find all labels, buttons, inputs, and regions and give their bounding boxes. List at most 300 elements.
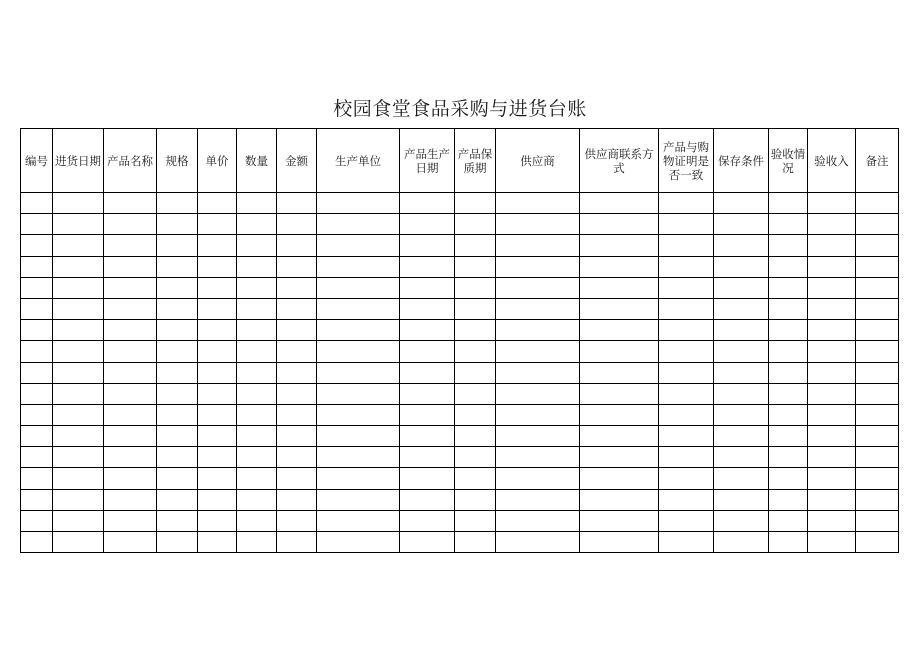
- table-cell: [157, 489, 198, 510]
- column-header-purchase-date: 进货日期: [53, 129, 104, 193]
- table-cell: [400, 320, 455, 341]
- table-cell: [580, 404, 659, 425]
- table-cell: [659, 468, 714, 489]
- table-cell: [277, 447, 317, 468]
- column-header-amount: 金额: [277, 129, 317, 193]
- table-cell: [104, 235, 157, 256]
- table-cell: [277, 362, 317, 383]
- table-cell: [104, 489, 157, 510]
- table-cell: [400, 256, 455, 277]
- table-cell: [317, 214, 400, 235]
- table-row: [21, 532, 899, 553]
- table-cell: [580, 510, 659, 531]
- table-cell: [237, 193, 277, 214]
- table-cell: [277, 235, 317, 256]
- column-header-quantity: 数量: [237, 129, 277, 193]
- table-cell: [769, 235, 808, 256]
- table-cell: [157, 362, 198, 383]
- table-cell: [317, 383, 400, 404]
- table-cell: [157, 468, 198, 489]
- table-cell: [400, 277, 455, 298]
- table-cell: [157, 256, 198, 277]
- table-cell: [237, 298, 277, 319]
- table-cell: [769, 277, 808, 298]
- table-cell: [277, 489, 317, 510]
- table-cell: [496, 383, 580, 404]
- table-cell: [856, 404, 899, 425]
- table-row: [21, 256, 899, 277]
- table-cell: [580, 214, 659, 235]
- column-header-shelf-life: 产品保质期: [455, 129, 496, 193]
- table-cell: [808, 468, 856, 489]
- table-cell: [277, 277, 317, 298]
- table-cell: [198, 277, 237, 298]
- table-cell: [104, 468, 157, 489]
- table-cell: [317, 532, 400, 553]
- table-cell: [237, 362, 277, 383]
- table-cell: [157, 510, 198, 531]
- table-cell: [53, 193, 104, 214]
- table-cell: [455, 341, 496, 362]
- table-cell: [580, 320, 659, 341]
- table-cell: [157, 383, 198, 404]
- table-cell: [237, 510, 277, 531]
- table-cell: [237, 532, 277, 553]
- table-cell: [400, 404, 455, 425]
- table-cell: [317, 277, 400, 298]
- table-cell: [659, 277, 714, 298]
- table-row: [21, 320, 899, 341]
- table-cell: [808, 235, 856, 256]
- table-cell: [53, 468, 104, 489]
- table-cell: [157, 298, 198, 319]
- table-cell: [808, 277, 856, 298]
- table-cell: [769, 320, 808, 341]
- table-cell: [856, 320, 899, 341]
- table-cell: [53, 298, 104, 319]
- table-cell: [455, 193, 496, 214]
- table-cell: [714, 510, 769, 531]
- table-cell: [714, 404, 769, 425]
- table-cell: [856, 532, 899, 553]
- table-cell: [198, 383, 237, 404]
- table-cell: [455, 256, 496, 277]
- table-cell: [104, 256, 157, 277]
- table-cell: [808, 214, 856, 235]
- table-cell: [714, 320, 769, 341]
- table-cell: [808, 532, 856, 553]
- table-cell: [659, 341, 714, 362]
- table-cell: [104, 298, 157, 319]
- table-cell: [198, 426, 237, 447]
- table-cell: [277, 426, 317, 447]
- table-cell: [769, 532, 808, 553]
- page-title: 校园食堂食品采购与进货台账: [333, 98, 587, 120]
- table-row: [21, 510, 899, 531]
- column-header-product-name: 产品名称: [104, 129, 157, 193]
- table-row: [21, 193, 899, 214]
- table-cell: [237, 320, 277, 341]
- table-cell: [580, 277, 659, 298]
- table-cell: [455, 447, 496, 468]
- table-cell: [580, 193, 659, 214]
- table-cell: [277, 214, 317, 235]
- table-cell: [21, 532, 53, 553]
- table-cell: [237, 383, 277, 404]
- table-cell: [198, 532, 237, 553]
- table-cell: [659, 489, 714, 510]
- table-cell: [104, 320, 157, 341]
- table-cell: [277, 320, 317, 341]
- column-header-inspection-status: 验收情况: [769, 129, 808, 193]
- table-cell: [496, 362, 580, 383]
- table-cell: [856, 256, 899, 277]
- table-cell: [714, 383, 769, 404]
- table-cell: [659, 532, 714, 553]
- table-cell: [769, 426, 808, 447]
- table-cell: [157, 193, 198, 214]
- table-cell: [400, 510, 455, 531]
- table-cell: [714, 298, 769, 319]
- table-cell: [659, 193, 714, 214]
- table-row: [21, 362, 899, 383]
- table-cell: [237, 426, 277, 447]
- table-cell: [856, 510, 899, 531]
- table-cell: [277, 341, 317, 362]
- table-cell: [769, 341, 808, 362]
- table-cell: [277, 532, 317, 553]
- table-cell: [769, 383, 808, 404]
- table-cell: [808, 298, 856, 319]
- table-cell: [237, 256, 277, 277]
- table-cell: [21, 510, 53, 531]
- table-cell: [769, 510, 808, 531]
- table-cell: [856, 193, 899, 214]
- table-cell: [317, 320, 400, 341]
- table-cell: [237, 468, 277, 489]
- table-cell: [455, 532, 496, 553]
- table-cell: [198, 256, 237, 277]
- table-cell: [237, 447, 277, 468]
- column-header-production-date: 产品生产日期: [400, 129, 455, 193]
- table-cell: [400, 362, 455, 383]
- table-cell: [198, 510, 237, 531]
- table-cell: [157, 341, 198, 362]
- table-cell: [104, 193, 157, 214]
- table-row: [21, 426, 899, 447]
- table-cell: [714, 426, 769, 447]
- table-cell: [237, 404, 277, 425]
- table-cell: [856, 383, 899, 404]
- table-cell: [53, 404, 104, 425]
- table-cell: [714, 489, 769, 510]
- table-cell: [237, 214, 277, 235]
- table-cell: [496, 489, 580, 510]
- table-cell: [659, 426, 714, 447]
- table-cell: [198, 468, 237, 489]
- table-cell: [277, 510, 317, 531]
- table-cell: [53, 235, 104, 256]
- table-row: [21, 341, 899, 362]
- table-row: [21, 447, 899, 468]
- table-cell: [455, 362, 496, 383]
- table-cell: [769, 447, 808, 468]
- table-cell: [496, 214, 580, 235]
- table-cell: [317, 341, 400, 362]
- table-row: [21, 383, 899, 404]
- table-cell: [104, 214, 157, 235]
- table-cell: [856, 489, 899, 510]
- table-cell: [21, 320, 53, 341]
- table-cell: [317, 235, 400, 256]
- header-row: [21, 129, 899, 193]
- table-cell: [808, 447, 856, 468]
- table-cell: [856, 277, 899, 298]
- table-row: [21, 214, 899, 235]
- table-cell: [808, 362, 856, 383]
- table-cell: [808, 510, 856, 531]
- table-cell: [237, 235, 277, 256]
- table-cell: [317, 468, 400, 489]
- table-cell: [769, 214, 808, 235]
- table-cell: [659, 256, 714, 277]
- table-row: [21, 277, 899, 298]
- table-cell: [21, 193, 53, 214]
- table-cell: [53, 532, 104, 553]
- table-cell: [53, 362, 104, 383]
- table-cell: [580, 532, 659, 553]
- table-cell: [496, 277, 580, 298]
- table-cell: [104, 510, 157, 531]
- table-cell: [317, 298, 400, 319]
- table-cell: [21, 468, 53, 489]
- table-cell: [496, 298, 580, 319]
- table-cell: [21, 214, 53, 235]
- table-cell: [198, 404, 237, 425]
- table-cell: [714, 341, 769, 362]
- table-cell: [808, 256, 856, 277]
- column-header-supplier: 供应商: [496, 129, 580, 193]
- table-cell: [277, 298, 317, 319]
- table-cell: [53, 510, 104, 531]
- table-cell: [104, 341, 157, 362]
- table-cell: [580, 468, 659, 489]
- table-row: [21, 298, 899, 319]
- table-cell: [496, 320, 580, 341]
- table-cell: [856, 298, 899, 319]
- table-cell: [317, 510, 400, 531]
- table-cell: [21, 341, 53, 362]
- table-cell: [400, 532, 455, 553]
- ledger-body: [21, 193, 899, 553]
- table-cell: [317, 404, 400, 425]
- table-cell: [496, 404, 580, 425]
- table-cell: [455, 383, 496, 404]
- table-cell: [659, 404, 714, 425]
- table-cell: [198, 298, 237, 319]
- table-cell: [856, 341, 899, 362]
- table-cell: [580, 489, 659, 510]
- table-cell: [769, 298, 808, 319]
- table-cell: [714, 447, 769, 468]
- column-header-proof-match: 产品与购物证明是否一致: [659, 129, 714, 193]
- table-cell: [856, 426, 899, 447]
- table-cell: [21, 404, 53, 425]
- table-cell: [659, 214, 714, 235]
- table-cell: [455, 320, 496, 341]
- table-cell: [769, 404, 808, 425]
- table-cell: [496, 193, 580, 214]
- table-cell: [400, 214, 455, 235]
- table-cell: [455, 426, 496, 447]
- table-cell: [198, 214, 237, 235]
- table-cell: [157, 235, 198, 256]
- table-cell: [104, 383, 157, 404]
- table-cell: [21, 447, 53, 468]
- table-cell: [455, 277, 496, 298]
- table-cell: [198, 320, 237, 341]
- table-cell: [21, 277, 53, 298]
- table-cell: [400, 235, 455, 256]
- table-cell: [400, 447, 455, 468]
- table-cell: [400, 341, 455, 362]
- table-cell: [317, 447, 400, 468]
- table-cell: [496, 447, 580, 468]
- table-cell: [277, 193, 317, 214]
- table-cell: [496, 510, 580, 531]
- table-cell: [714, 193, 769, 214]
- table-cell: [714, 214, 769, 235]
- table-cell: [53, 256, 104, 277]
- table-cell: [21, 256, 53, 277]
- table-cell: [400, 468, 455, 489]
- table-cell: [237, 277, 277, 298]
- table-cell: [104, 404, 157, 425]
- table-cell: [317, 362, 400, 383]
- table-cell: [659, 383, 714, 404]
- table-cell: [856, 468, 899, 489]
- table-cell: [157, 320, 198, 341]
- table-cell: [400, 426, 455, 447]
- table-cell: [714, 468, 769, 489]
- table-cell: [53, 277, 104, 298]
- column-header-unit-price: 单价: [198, 129, 237, 193]
- table-cell: [808, 320, 856, 341]
- table-cell: [21, 362, 53, 383]
- table-cell: [21, 383, 53, 404]
- table-cell: [317, 193, 400, 214]
- column-header-id: 编号: [21, 129, 53, 193]
- table-cell: [580, 256, 659, 277]
- table-cell: [580, 447, 659, 468]
- table-cell: [53, 426, 104, 447]
- table-cell: [317, 489, 400, 510]
- table-cell: [580, 426, 659, 447]
- column-header-remarks: 备注: [856, 129, 899, 193]
- table-cell: [104, 532, 157, 553]
- table-cell: [400, 298, 455, 319]
- table-cell: [496, 235, 580, 256]
- table-cell: [808, 383, 856, 404]
- column-header-storage-conditions: 保存条件: [714, 129, 769, 193]
- table-cell: [198, 193, 237, 214]
- table-cell: [400, 193, 455, 214]
- table-cell: [53, 489, 104, 510]
- table-cell: [455, 489, 496, 510]
- column-header-inspector: 验收入: [808, 129, 856, 193]
- table-cell: [580, 383, 659, 404]
- table-cell: [580, 362, 659, 383]
- table-cell: [659, 235, 714, 256]
- table-cell: [580, 235, 659, 256]
- table-cell: [53, 447, 104, 468]
- table-cell: [277, 468, 317, 489]
- table-cell: [21, 426, 53, 447]
- table-cell: [198, 362, 237, 383]
- ledger-table: [20, 128, 899, 553]
- table-cell: [277, 404, 317, 425]
- table-cell: [21, 298, 53, 319]
- table-cell: [104, 362, 157, 383]
- table-cell: [277, 383, 317, 404]
- table-cell: [21, 489, 53, 510]
- table-cell: [496, 426, 580, 447]
- table-cell: [198, 447, 237, 468]
- table-cell: [400, 383, 455, 404]
- table-cell: [714, 532, 769, 553]
- table-cell: [237, 489, 277, 510]
- table-cell: [496, 341, 580, 362]
- table-cell: [104, 277, 157, 298]
- table-cell: [808, 193, 856, 214]
- table-cell: [157, 447, 198, 468]
- table-cell: [157, 214, 198, 235]
- table-cell: [104, 447, 157, 468]
- table-cell: [659, 320, 714, 341]
- table-cell: [53, 214, 104, 235]
- table-cell: [769, 489, 808, 510]
- table-cell: [157, 532, 198, 553]
- table-cell: [317, 256, 400, 277]
- table-cell: [659, 298, 714, 319]
- table-cell: [53, 341, 104, 362]
- table-row: [21, 235, 899, 256]
- table-cell: [157, 277, 198, 298]
- table-cell: [769, 362, 808, 383]
- table-cell: [856, 362, 899, 383]
- table-cell: [277, 256, 317, 277]
- table-cell: [714, 235, 769, 256]
- table-cell: [496, 532, 580, 553]
- column-header-specification: 规格: [157, 129, 198, 193]
- table-cell: [769, 468, 808, 489]
- table-cell: [808, 426, 856, 447]
- table-row: [21, 468, 899, 489]
- table-cell: [714, 277, 769, 298]
- table-cell: [104, 426, 157, 447]
- table-cell: [714, 256, 769, 277]
- table-cell: [714, 362, 769, 383]
- table-cell: [21, 235, 53, 256]
- table-cell: [856, 214, 899, 235]
- table-cell: [237, 341, 277, 362]
- table-cell: [659, 510, 714, 531]
- table-cell: [808, 489, 856, 510]
- table-cell: [455, 404, 496, 425]
- table-cell: [455, 468, 496, 489]
- table-cell: [769, 256, 808, 277]
- table-cell: [157, 426, 198, 447]
